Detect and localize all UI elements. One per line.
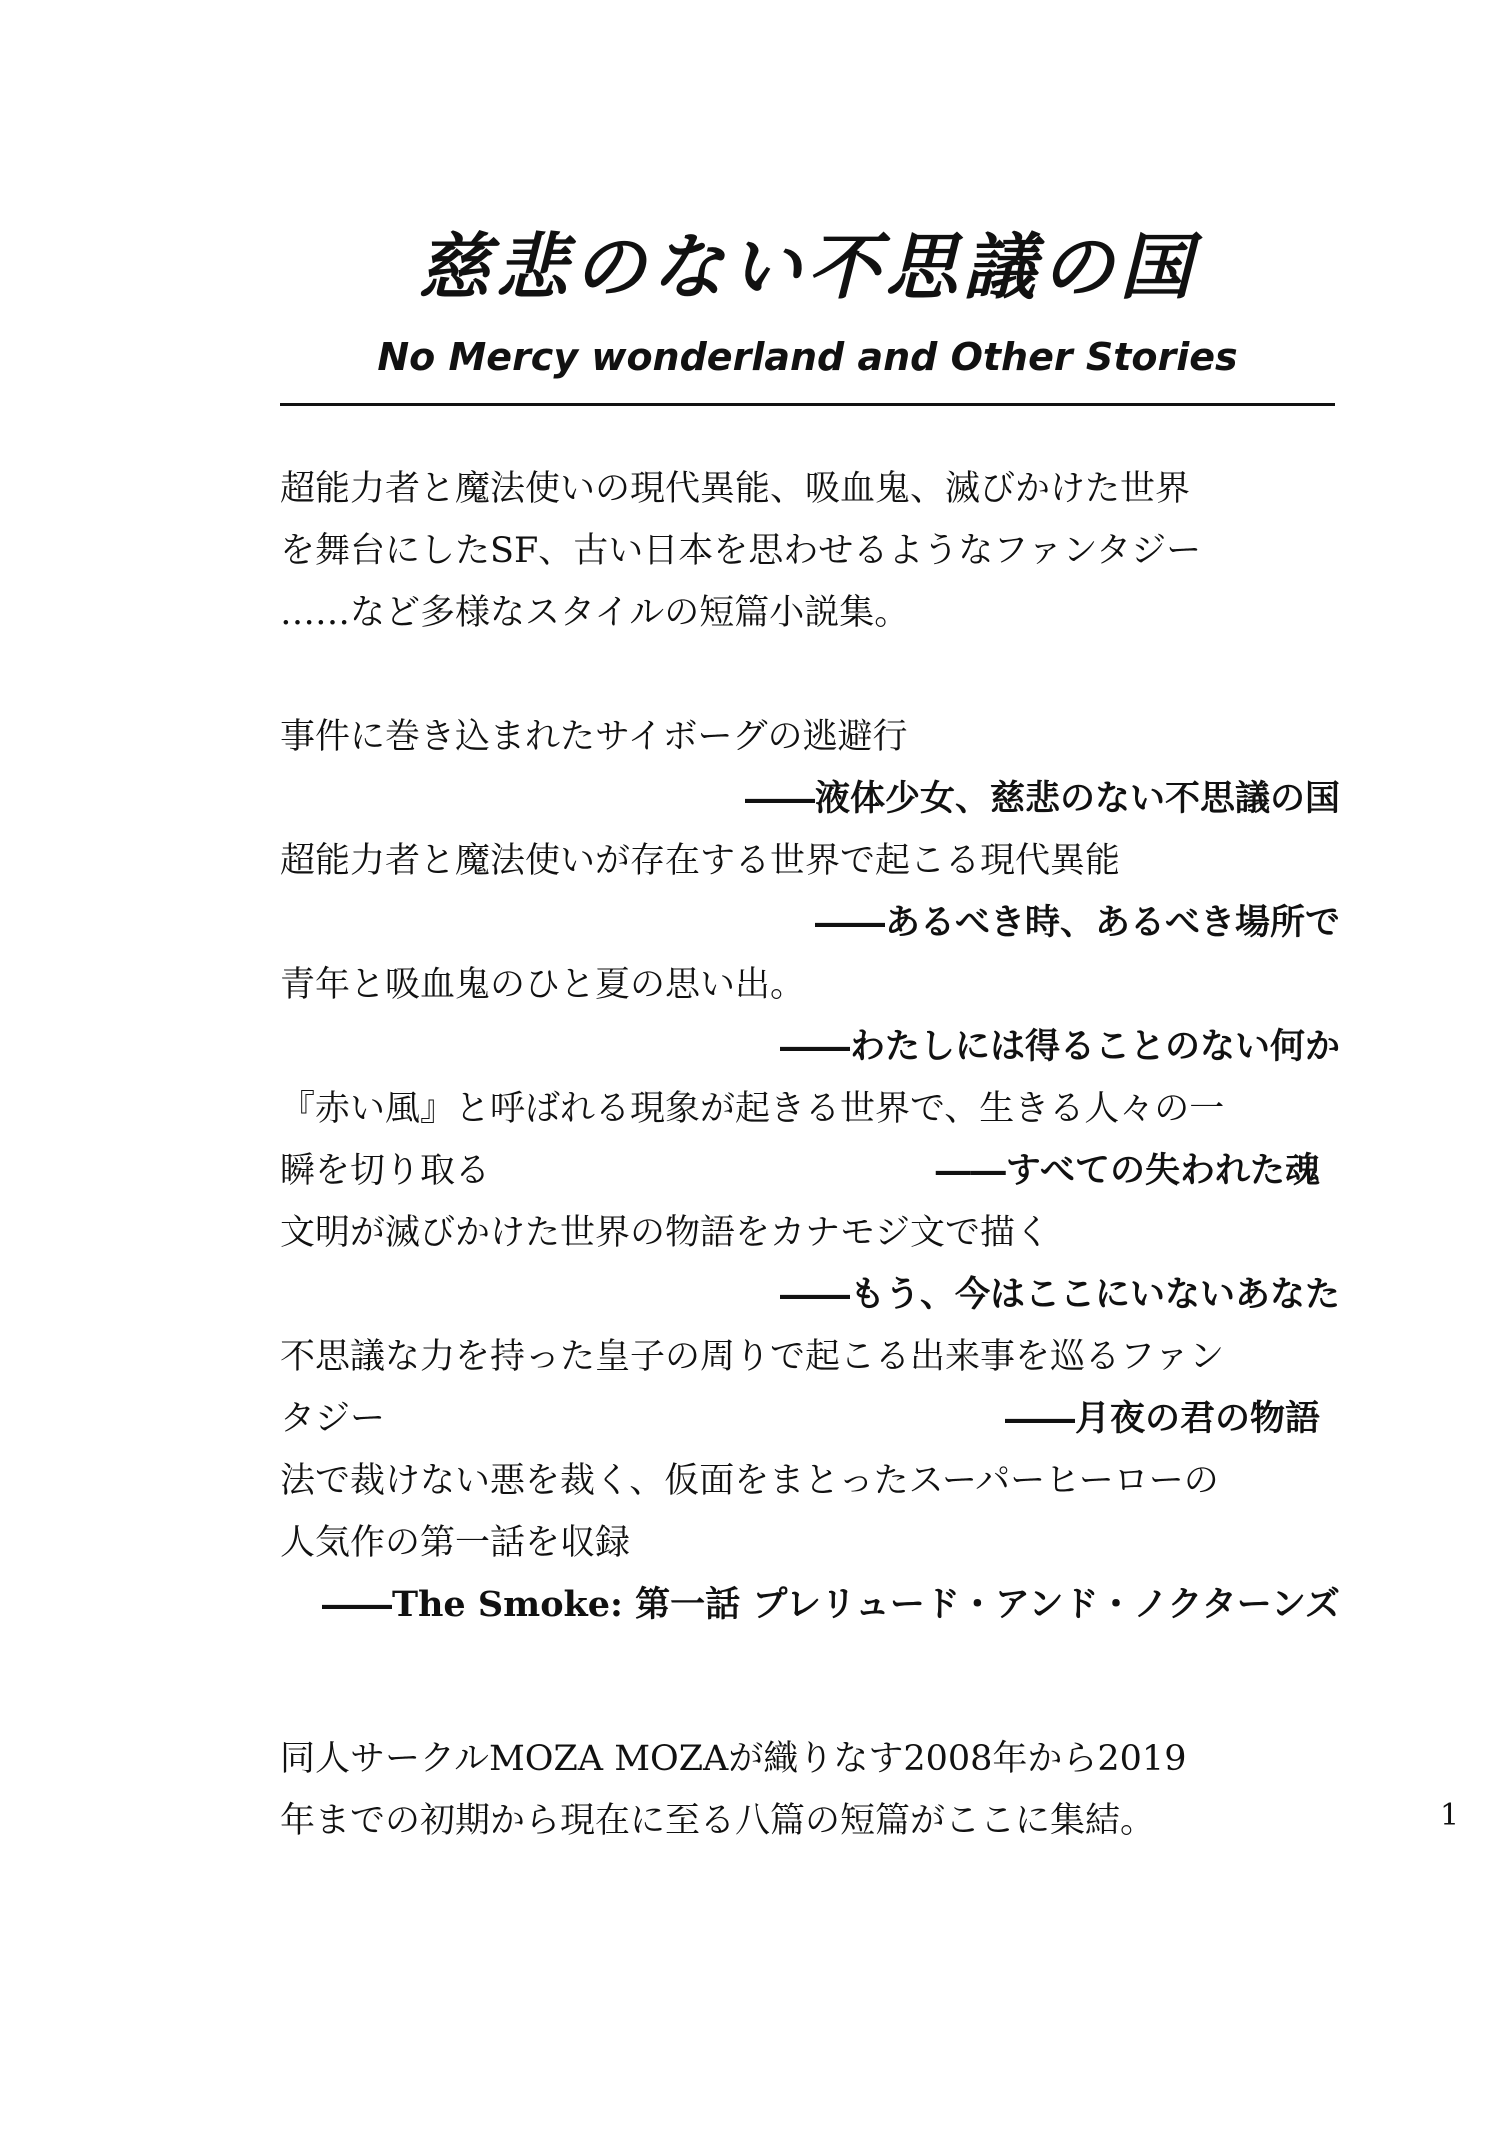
page-number: 1: [1440, 1798, 1460, 1833]
story-description-with-credit: [280, 1388, 1340, 1450]
story-description: 青年と吸血鬼のひと夏の思い出。: [280, 965, 806, 1005]
book-subtitle: No Mercy wonderland and Other Stories: [377, 335, 1238, 379]
story-description: 事件に巻き込まれたサイボーグの逃避行: [280, 717, 908, 757]
story-credit: ――あるべき時、あるべき場所で: [814, 902, 1340, 943]
intro-line: 超能力者と魔法使いの現代異能、吸血鬼、滅びかけた世界: [280, 469, 1191, 509]
story-credit: ――もう、今はここにいないあなた: [779, 1274, 1340, 1315]
story-description-with-credit: [280, 1140, 1340, 1202]
outro-line: 年までの初期から現在に至る八篇の短篇がここに集結。: [280, 1801, 1156, 1841]
story-description: 『赤い風』と呼ばれる現象が起きる世界で、生きる人々の一: [280, 1089, 1225, 1129]
story-credit: ――わたしには得ることのない何か: [779, 1026, 1340, 1067]
intro-line: を舞台にしたSF、古い日本を思わせるようなファンタジー: [280, 531, 1202, 571]
book-title: 慈悲のない不思議の国: [417, 225, 1198, 309]
story-description: タジー: [280, 1399, 386, 1439]
outro-paragraph: [280, 1728, 1340, 1852]
story-credit: ――The Smoke: 第一話 プレリュード・アンド・ノクターンズ: [321, 1584, 1340, 1625]
story-description: 法で裁けない悪を裁く、仮面をまとったスーパーヒーローの: [280, 1461, 1219, 1501]
title-divider: [280, 403, 1335, 406]
story-credit: ――すべての失われた魂: [935, 1150, 1320, 1191]
outro-line: 同人サークルMOZA MOZAが織りなす2008年から2019: [280, 1739, 1187, 1779]
story-credit: ――月夜の君の物語: [1004, 1398, 1320, 1439]
story-credit: ――液体少女、慈悲のない不思議の国: [744, 778, 1340, 819]
story-description: 瞬を切り取る: [280, 1151, 491, 1191]
story-description: 文明が滅びかけた世界の物語をカナモジ文で描く: [280, 1213, 1051, 1253]
intro-line: ……など多様なスタイルの短篇小説集。: [280, 593, 910, 633]
story-description: 超能力者と魔法使いが存在する世界で起こる現代異能: [280, 841, 1121, 881]
story-description: 不思議な力を持った皇子の周りで起こる出来事を巡るファン: [280, 1337, 1225, 1377]
intro-paragraph: [280, 458, 1340, 644]
story-description: 人気作の第一話を収録: [280, 1523, 631, 1563]
